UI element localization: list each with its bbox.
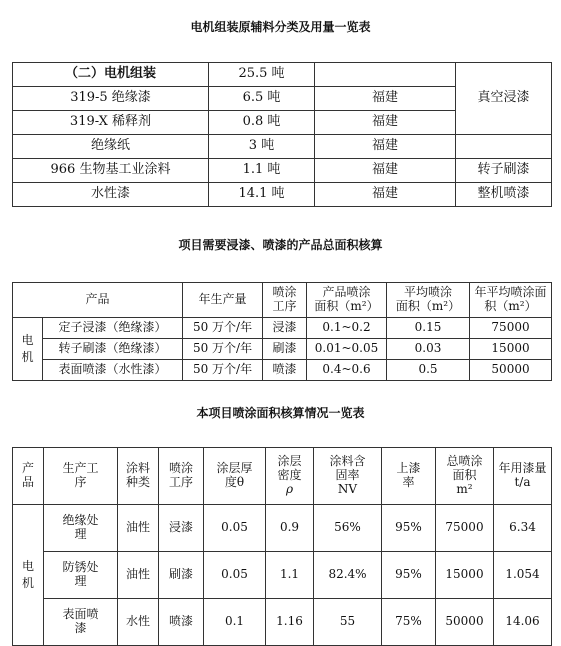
table-cell [315, 63, 456, 87]
table-cell: 福建 [315, 159, 456, 183]
table-cell: 转子刷漆 [456, 159, 552, 183]
table-cell: 14.06 [494, 599, 552, 646]
table-cell: 水性漆 [13, 183, 209, 207]
table-cell: 56% [314, 505, 382, 552]
header-cell: 涂料 种类 [118, 448, 159, 505]
table-row [13, 318, 552, 339]
table-cell: 表面喷 漆 [44, 599, 118, 646]
table-cell: 0.9 [266, 505, 314, 552]
group-cell: 电 机 [13, 505, 44, 646]
header-cell: 喷涂 工序 [159, 448, 204, 505]
table-cell: 整机喷漆 [456, 183, 552, 207]
table-cell: 25.5 吨 [209, 63, 315, 87]
header-cell: 涂层 密度 ρ [266, 448, 314, 505]
table-cell: 福建 [315, 87, 456, 111]
header-cell: 产品喷涂 面积（m²） [307, 283, 387, 318]
table1-title: 电机组装原辅料分类及用量一览表 [190, 20, 371, 34]
table-cell: 绝缘纸 [13, 135, 209, 159]
table-cell: 0.03 [387, 339, 470, 360]
header-cell: 产品 [13, 283, 183, 318]
table-cell: 15000 [436, 552, 494, 599]
spray-area-table [12, 447, 552, 646]
table-row [13, 63, 552, 87]
header-cell: 年生产量 [183, 283, 263, 318]
table-cell [456, 135, 552, 159]
table-cell: 6.5 吨 [209, 87, 315, 111]
header-cell: 涂料含 固率 NV [314, 448, 382, 505]
table-cell: 319-5 绝缘漆 [13, 87, 209, 111]
table-row [13, 183, 552, 207]
header-cell: 平均喷涂 面积（m²） [387, 283, 470, 318]
table-cell: 0.1~0.2 [307, 318, 387, 339]
table-cell: 966 生物基工业涂料 [13, 159, 209, 183]
table-cell: 14.1 吨 [209, 183, 315, 207]
table-cell: 浸漆 [159, 505, 204, 552]
table-row [13, 339, 552, 360]
table-cell: 水性 [118, 599, 159, 646]
table-cell: 95% [382, 505, 436, 552]
table-cell: 定子浸漆（绝缘漆） [43, 318, 183, 339]
area-table [12, 282, 552, 381]
table-cell: 福建 [315, 183, 456, 207]
table2-title: 项目需要浸漆、喷漆的产品总面积核算 [178, 238, 383, 252]
table-row [13, 159, 552, 183]
table-cell: 油性 [118, 505, 159, 552]
table-cell: 319-X 稀释剂 [13, 111, 209, 135]
table-cell: 绝缘处 理 [44, 505, 118, 552]
table-cell: 防锈处 理 [44, 552, 118, 599]
table-cell: 0.8 吨 [209, 111, 315, 135]
table-cell: 6.34 [494, 505, 552, 552]
table-cell: 1.054 [494, 552, 552, 599]
table-cell: 1.16 [266, 599, 314, 646]
header-cell: 生产工 序 [44, 448, 118, 505]
table-cell: 0.05 [204, 505, 266, 552]
header-cell: 涂层厚 度θ [204, 448, 266, 505]
table-cell: 福建 [315, 135, 456, 159]
table-header-row [13, 448, 552, 505]
header-cell: 喷涂 工序 [263, 283, 307, 318]
header-cell: 产 品 [13, 448, 44, 505]
table-cell: 真空浸漆 [456, 63, 552, 135]
table-header-row [13, 283, 552, 318]
table-cell: 75000 [436, 505, 494, 552]
table-cell: 表面喷漆（水性漆） [43, 360, 183, 381]
table-row [13, 135, 552, 159]
table-cell: 50000 [436, 599, 494, 646]
table-cell: 0.5 [387, 360, 470, 381]
table-cell: 75000 [470, 318, 552, 339]
table-cell: 刷漆 [263, 339, 307, 360]
table-cell: 刷漆 [159, 552, 204, 599]
table-cell: 1.1 [266, 552, 314, 599]
table-cell: 15000 [470, 339, 552, 360]
table-cell: 75% [382, 599, 436, 646]
table3-title: 本项目喷涂面积核算情况一览表 [196, 406, 365, 420]
header-cell: 总喷涂 面积 m² [436, 448, 494, 505]
table-cell: 0.01~0.05 [307, 339, 387, 360]
table-cell: （二）电机组装 [13, 63, 209, 87]
table-row [13, 505, 552, 552]
header-cell: 上漆 率 [382, 448, 436, 505]
table-cell: 50 万个/年 [183, 360, 263, 381]
table-cell: 福建 [315, 111, 456, 135]
header-cell: 年用漆量 t/a [494, 448, 552, 505]
table-cell: 油性 [118, 552, 159, 599]
table-cell: 0.4~0.6 [307, 360, 387, 381]
table-cell: 喷漆 [159, 599, 204, 646]
table-cell: 喷漆 [263, 360, 307, 381]
table-cell: 0.15 [387, 318, 470, 339]
table-cell: 50 万个/年 [183, 318, 263, 339]
table-cell: 1.1 吨 [209, 159, 315, 183]
table-row [13, 552, 552, 599]
table-cell: 0.1 [204, 599, 266, 646]
table-cell: 55 [314, 599, 382, 646]
table-row [13, 360, 552, 381]
table-cell: 3 吨 [209, 135, 315, 159]
table-cell: 82.4% [314, 552, 382, 599]
materials-table [12, 62, 552, 207]
group-cell: 电 机 [13, 318, 43, 381]
table-cell: 50000 [470, 360, 552, 381]
table-cell: 转子刷漆（绝缘漆） [43, 339, 183, 360]
table-cell: 浸漆 [263, 318, 307, 339]
table-cell: 50 万个/年 [183, 339, 263, 360]
table-cell: 0.05 [204, 552, 266, 599]
table-cell: 95% [382, 552, 436, 599]
table-row [13, 599, 552, 646]
header-cell: 年平均喷涂面 积（m²） [470, 283, 552, 318]
